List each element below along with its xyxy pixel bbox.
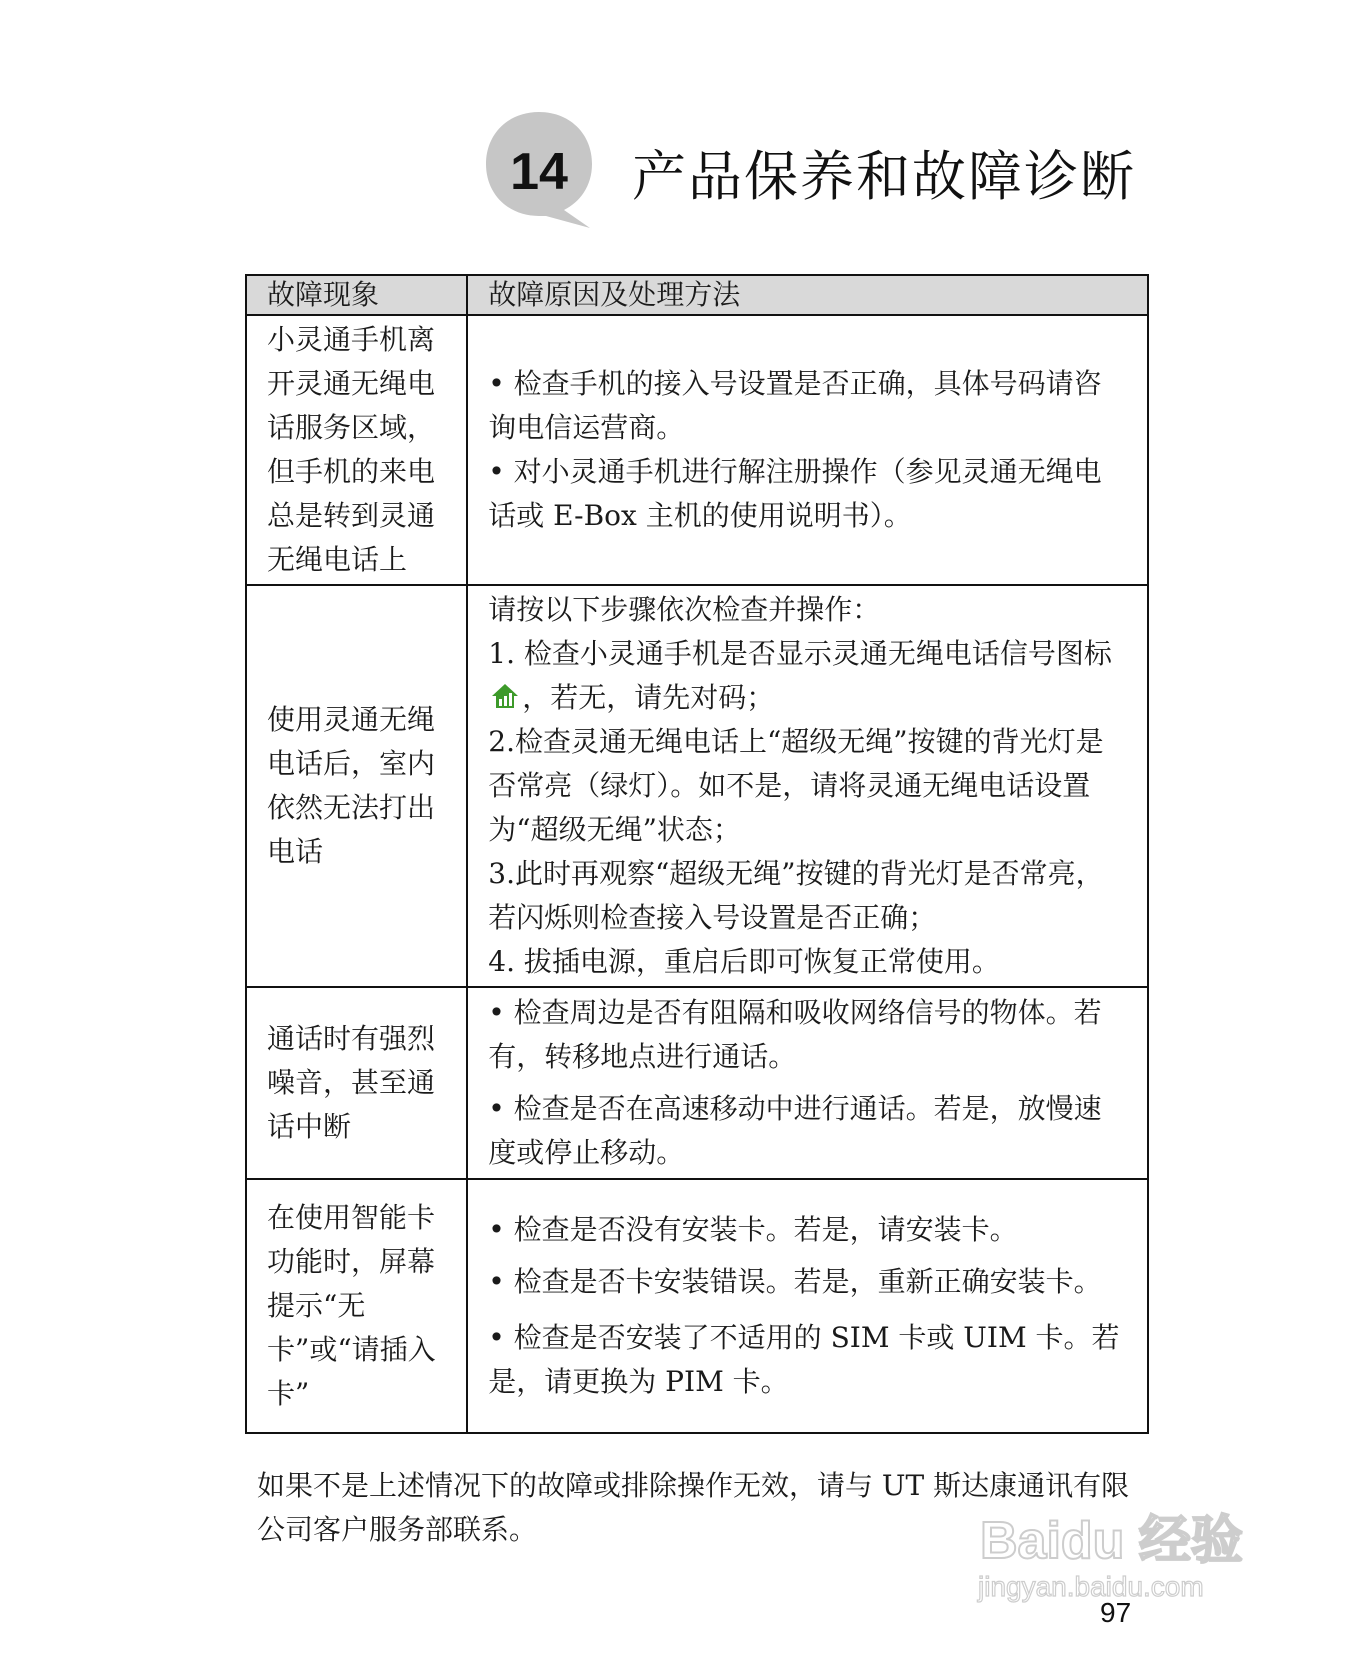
symptom-cell: 使用灵通无绳电话后，室内依然无法打出电话 [246,585,467,987]
solution-step: 3.此时再观察“超级无绳”按键的背光灯是否常亮，若闪烁则检查接入号设置是否正确； [488,857,1104,934]
baidu-jingyan-watermark [970,1500,1290,1610]
solution-item: • 检查是否在高速移动中进行通话。若是，放慢速度或停止移动。 [488,1092,1102,1169]
solution-cell [467,315,1148,585]
solution-step: 4. 拔插电源，重启后即可恢复正常使用。 [488,945,1000,978]
chapter-title: 产品保养和故障诊断 [632,145,1136,208]
solution-cell [467,585,1148,987]
header-symptom: 故障现象 [246,275,467,315]
signal-house-icon [490,681,520,711]
table-row [246,315,1148,585]
solution-step [488,632,1127,720]
table-row [246,585,1148,987]
page-number: 97 [1100,1597,1132,1628]
chapter-number: 14 [510,143,568,201]
symptom-cell: 小灵通手机离开灵通无绳电话服务区域，但手机的来电总是转到灵通无绳电话上 [246,315,467,585]
solution-cell [467,1179,1148,1433]
table-header-row [246,275,1148,315]
solution-item: • 检查是否安装了不适用的 SIM 卡或 UIM 卡。若是，请更换为 PIM 卡。 [488,1321,1120,1398]
solution-step: 2.检查灵通无绳电话上“超级无绳”按键的背光灯是否常亮（绿灯）。如不是，请将灵通无绳电话设置为“超级无绳”状态； [488,725,1104,846]
table-row [246,987,1148,1179]
footer-note: 如果不是上述情况下的故障或排除操作无效，请与 UT 斯达康通讯有限公司客户服务部联系。 [257,1469,1130,1546]
solution-intro: 请按以下步骤依次检查并操作： [488,593,881,626]
svg-text:Baidu 经验: Baidu 经验 [980,1512,1243,1570]
solution-item: • 检查手机的接入号设置是否正确，具体号码请咨询电信运营商。 [488,367,1102,444]
step-text: 1. 检查小灵通手机是否显示灵通无绳电话信号图标 [488,637,1112,670]
solution-item: • 对小灵通手机进行解注册操作（参见灵通无绳电话或 E-Box 主机的使用说明书）。 [488,455,1102,532]
solution-item: • 检查周边是否有阻隔和吸收网络信号的物体。若有，转移地点进行通话。 [488,996,1102,1073]
solution-item: • 检查是否卡安装错误。若是，重新正确安装卡。 [488,1265,1102,1298]
symptom-cell: 通话时有强烈噪音，甚至通话中断 [246,987,467,1179]
fault-table [245,274,1149,1434]
header-solution: 故障原因及处理方法 [467,275,1148,315]
svg-text:jingyan.baidu.com: jingyan.baidu.com [978,1571,1204,1602]
solution-item: • 检查是否没有安装卡。若是，请安装卡。 [488,1213,1018,1246]
table-row [246,1179,1148,1433]
step-text: ，若无，请先对码； [522,681,775,714]
solution-cell [467,987,1148,1179]
symptom-cell: 在使用智能卡功能时，屏幕提示“无卡”或“请插入卡” [246,1179,467,1433]
